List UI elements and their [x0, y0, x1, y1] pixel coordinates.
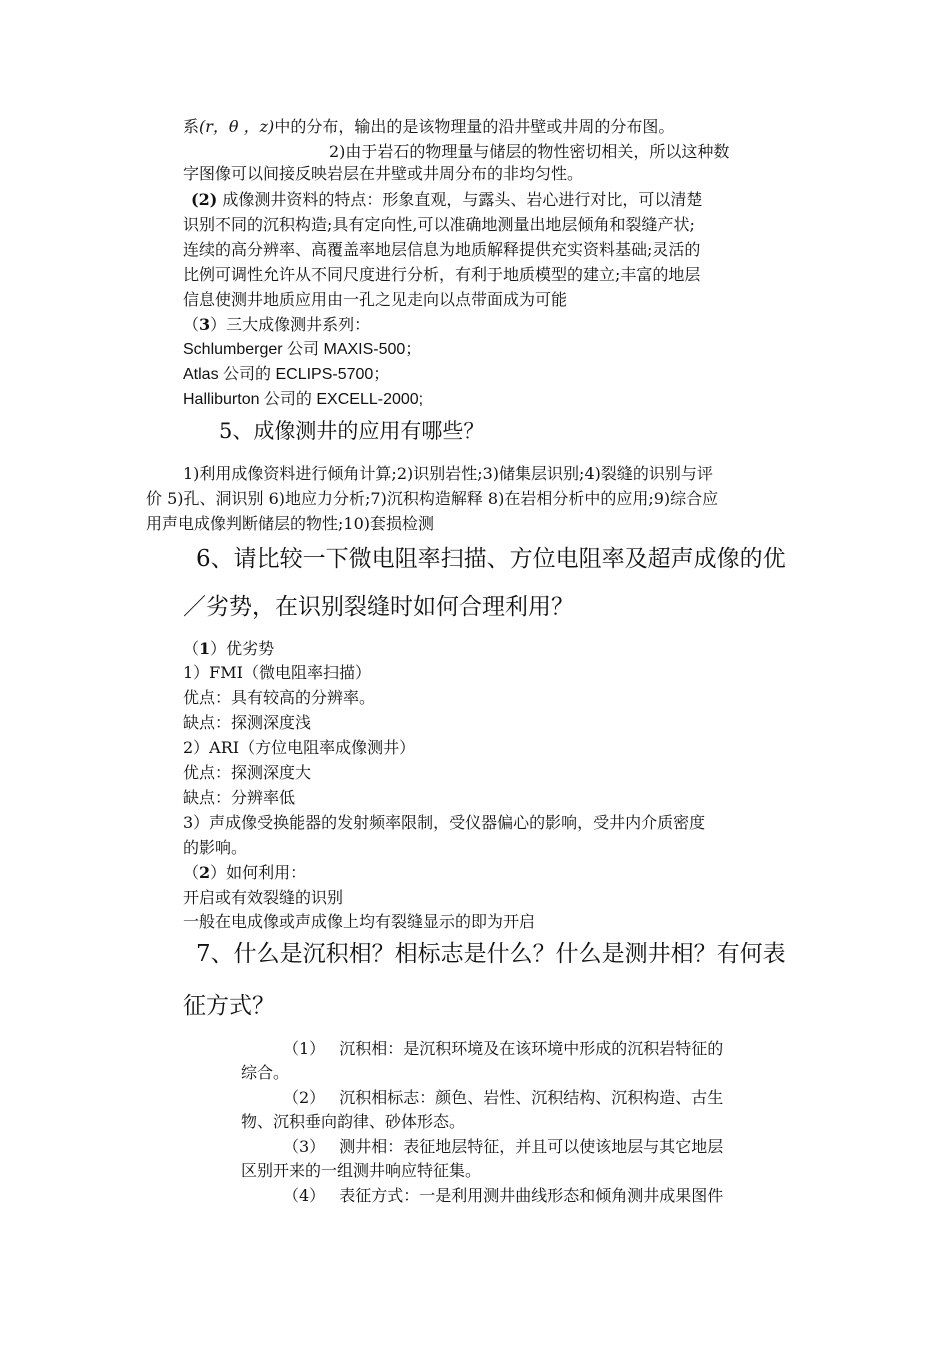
p3-line: （3）三大成像测井系列：: [183, 315, 371, 334]
coord-symbols: (r，θ ，z): [199, 117, 275, 136]
q6-line: 3）声成像受换能器的发射频率限制，受仪器偏心的影响，受井内介质密度: [183, 813, 706, 832]
p2-line-4: 比例可调性允许从不同尺度进行分析，有利于地质模型的建立;丰富的地层: [183, 265, 701, 284]
q7-item-line: 综合。: [241, 1063, 290, 1082]
q5-line-2: 价 5)孔、洞识别 6)地应力分析;7)沉积构造解释 8)在岩相分析中的应用;9)综合应: [146, 489, 719, 508]
q7-item-line: （2） 沉积相标志：颜色、岩性、沉积结构、沉积构造、古生: [283, 1088, 724, 1107]
q5-line-3: 用声电成像判断储层的物性;10)套损检测: [146, 514, 434, 533]
p2-line-5: 信息使测井地质应用由一孔之见走向以点带面成为可能: [183, 290, 568, 309]
q7-item-line: （3） 测井相：表征地层特征，并且可以使该地层与其它地层: [283, 1137, 724, 1156]
q6-line: （1）优劣势: [183, 639, 275, 658]
q5-line-1: 1)利用成像资料进行倾角计算;2)识别岩性;3)储集层识别;4)裂缝的识别与评: [183, 464, 713, 483]
q6-line: 缺点：探测深度浅: [183, 713, 312, 732]
q6-title-line-2: ／劣势，在识别裂缝时如何合理利用？: [183, 594, 574, 620]
q6-line: 的影响。: [183, 838, 248, 857]
series-item: Schlumberger 公司 MAXIS-500；: [183, 341, 422, 358]
series-item: Atlas 公司的 ECLIPS-5700；: [183, 366, 390, 383]
q7-item-line: （1） 沉积相：是沉积环境及在该环境中形成的沉积岩特征的: [283, 1039, 724, 1058]
q7-item-line: 区别开来的一组测井响应特征集。: [241, 1161, 482, 1180]
q6-line: 1）FMI（微电阻率扫描）: [183, 663, 371, 682]
p2-line-3: 连续的高分辨率、高覆盖率地层信息为地质解释提供充实资料基础;灵活的: [183, 240, 701, 259]
q7-item-line: （4） 表征方式：一是利用测井曲线形态和倾角测井成果图件: [283, 1186, 724, 1205]
q7-item-line: 物、沉积垂向韵律、砂体形态。: [241, 1112, 466, 1131]
p2-line-1: (2) 成像测井资料的特点：形象直观，与露头、岩心进行对比，可以清楚: [191, 190, 703, 209]
q6-title-line-1: 6、请比较一下微电阻率扫描、方位电阻率及超声成像的优: [196, 546, 786, 572]
q6-line: （2）如何利用：: [183, 863, 307, 882]
q6-line: 一般在电成像或声成像上均有裂缝显示的即为开启: [183, 912, 536, 931]
q6-line: 优点：具有较高的分辨率。: [183, 688, 376, 707]
q7-title-line-1: 7、什么是沉积相？相标志是什么？什么是测井相？有何表: [196, 941, 786, 967]
series-item: Halliburton 公司的 EXCELL-2000;: [183, 391, 424, 408]
point2-line-1: 2)由于岩石的物理量与储层的物性密切相关，所以这种数: [329, 142, 730, 161]
q5-title: 5、成像测井的应用有哪些？: [219, 419, 485, 443]
q7-title-line-2: 征方式？: [183, 993, 275, 1019]
q6-line: 缺点：分辨率低: [183, 788, 296, 807]
p2-number: (2): [191, 190, 218, 209]
point2-line-2: 字图像可以间接反映岩层在井壁或井周分布的非均匀性。: [183, 164, 584, 183]
q6-line: 2）ARI（方位电阻率成像测井）: [183, 738, 416, 757]
q6-line: 优点：探测深度大: [183, 763, 312, 782]
p2-line-2: 识别不同的沉积构造;具有定向性,可以准确地测量出地层倾角和裂缝产状;: [183, 215, 695, 234]
q6-line: 开启或有效裂缝的识别: [183, 888, 344, 907]
coord-line: 系(r，θ ，z)中的分布，输出的是该物理量的沿井壁或井周的分布图。: [183, 117, 675, 136]
